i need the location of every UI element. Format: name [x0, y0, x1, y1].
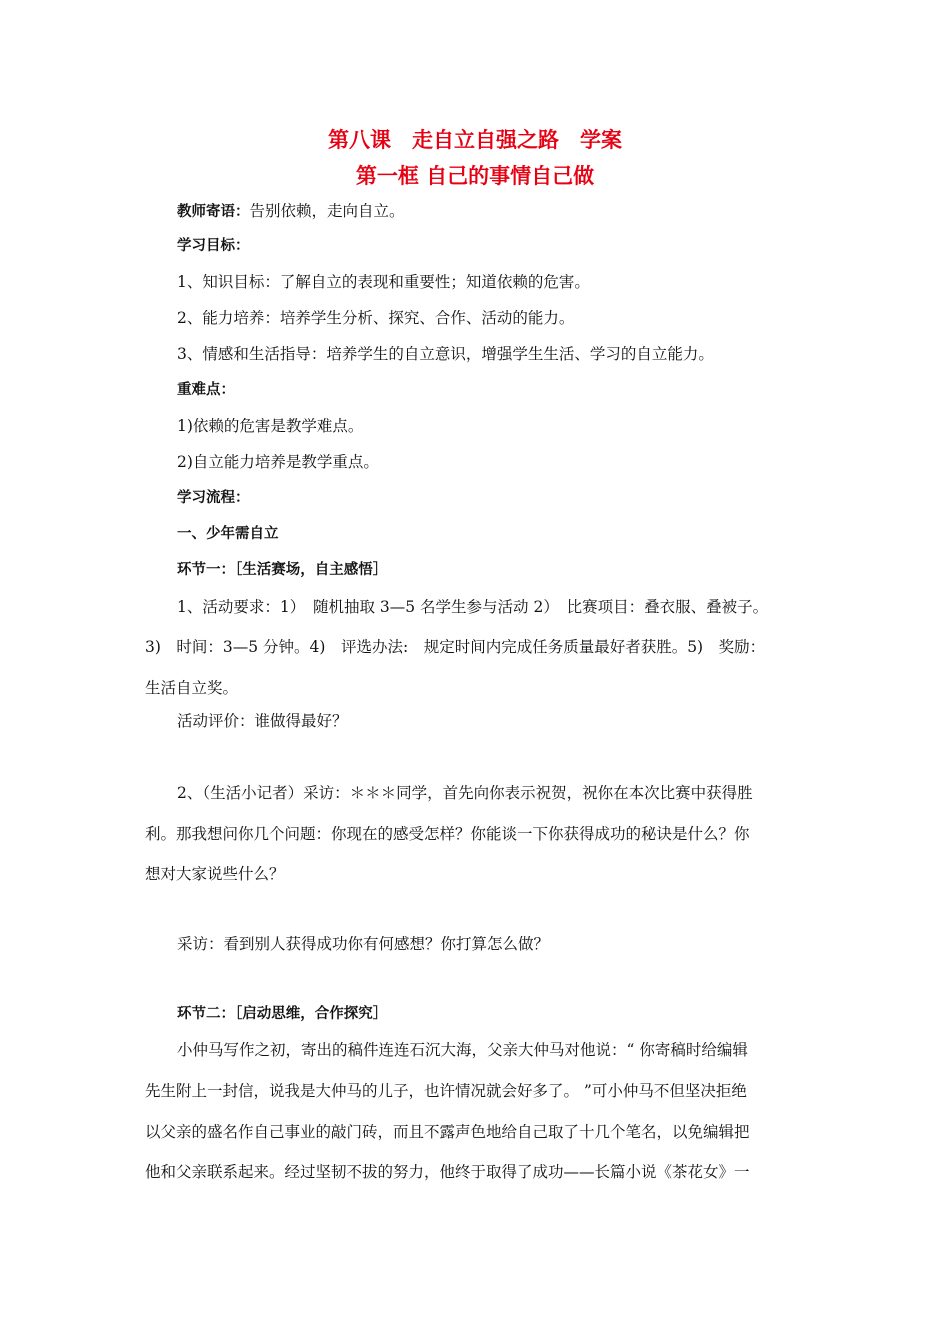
key-point: 2)自立能力培养是教学重点。 [177, 453, 379, 471]
interview-question: 采访：看到别人获得成功你有何感想？你打算怎么做？ [177, 935, 550, 953]
story-text: 小仲马写作之初，寄出的稿件连连石沉大海，父亲大仲马对他说：“ 你寄稿时给编辑 [177, 1041, 748, 1059]
activity-text: 3) 时间：3—5 分钟。4) 评选办法: 规定时间内完成任务质量最好者获胜。5) 奖励： [145, 638, 766, 656]
key-point: 1)依赖的危害是教学难点。 [177, 417, 364, 435]
goals-heading: 学习目标： [177, 238, 250, 254]
teacher-label: 教师寄语： [177, 204, 250, 220]
activity-text: 1、活动要求：1） 随机抽取 3—5 名学生参与活动 2） 比赛项目：叠衣服、叠被子。 [177, 598, 769, 616]
part-heading: 一、少年需自立 [177, 526, 279, 542]
activity-evaluation: 活动评价：谁做得最好？ [177, 712, 348, 730]
key-points-heading: 重难点： [177, 382, 235, 398]
interview-text: 想对大家说些什么？ [145, 865, 285, 883]
story-text: 以父亲的盛名作自己事业的敲门砖，而且不露声色地给自己取了十几个笔名，以免编辑把 [145, 1123, 750, 1141]
activity-text: 生活自立奖。 [145, 679, 239, 697]
story-text: 先生附上一封信，说我是大仲马的儿子，也许情况就会好多了。 ”可小仲马不但坚决拒绝 [145, 1082, 747, 1100]
teacher-message [177, 201, 405, 222]
goal-item: 2、能力培养：培养学生分析、探究、合作、活动的能力。 [177, 309, 575, 327]
step-heading: 环节二：［启动思维，合作探究］ [177, 1006, 388, 1022]
goal-item: 1、知识目标：了解自立的表现和重要性；知道依赖的危害。 [177, 273, 590, 291]
lesson-title: 第八课 走自立自强之路 学案 [328, 128, 622, 152]
flow-heading: 学习流程： [177, 490, 250, 506]
section-title: 第一框 自己的事情自己做 [355, 164, 595, 188]
interview-text: 2、（生活小记者）采访：＊＊＊同学，首先向你表示祝贺，祝你在本次比赛中获得胜 [177, 784, 753, 802]
interview-text: 利。那我想问你几个问题：你现在的感受怎样？你能谈一下你获得成功的秘诀是什么？你 [145, 825, 750, 843]
story-text: 他和父亲联系起来。经过坚韧不拔的努力，他终于取得了成功——长篇小说《茶花女》一 [145, 1163, 750, 1181]
goal-item: 3、情感和生活指导：培养学生的自立意识，增强学生生活、学习的自立能力。 [177, 345, 714, 363]
step-heading: 环节一：［生活赛场，自主感悟］ [177, 562, 388, 578]
teacher-text: 告别依赖，走向自立。 [249, 202, 405, 220]
